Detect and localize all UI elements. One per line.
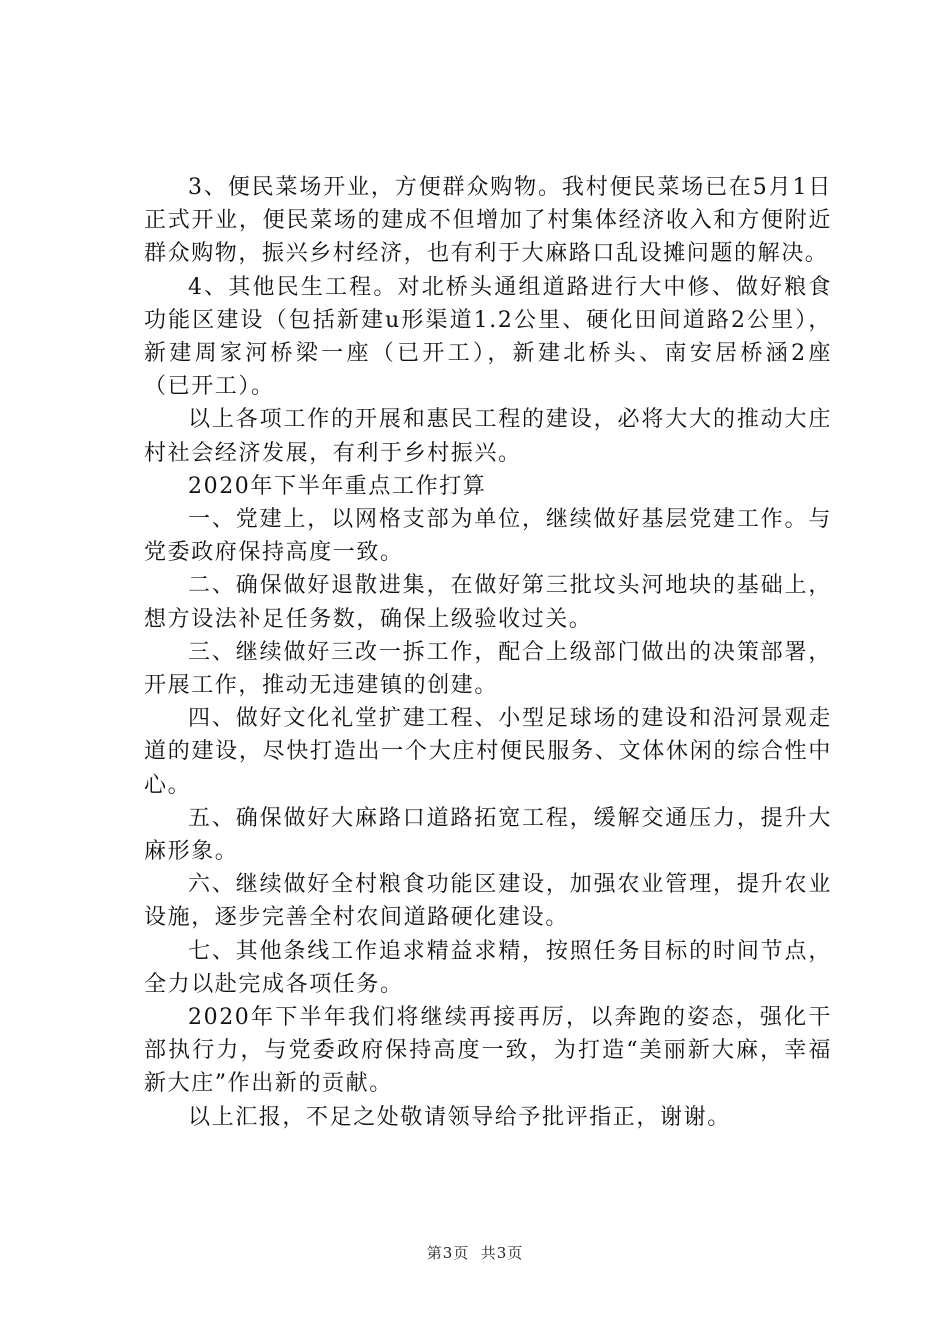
- paragraph-plan-item-5: 五、确保做好大麻路口道路拓宽工程，缓解交通压力，提升大麻形象。: [144, 805, 832, 865]
- paragraph-plan-item-7: 七、其他条线工作追求精益求精，按照任务目标的时间节点，全力以赴完成各项任务。: [144, 938, 832, 997]
- paragraph-market-opening: 3、便民菜场开业，方便群众购物。我村便民菜场已在5月1日正式开业，便民菜场的建成不但增加了村集体经济收入和方便附近群众购物，振兴乡村经济，也有利于大麻路口乱设摊问题的解决。: [144, 175, 832, 267]
- page-number: 第3页 共3页: [426, 1244, 524, 1262]
- paragraph-closing-commitment: 2020年下半年我们将继续再接再厉，以奔跑的姿态，强化干部执行力，与党委政府保持高度一致，为打造“美丽新大麻，幸福新大庄”作出新的贡献。: [144, 1005, 832, 1097]
- document-body: [144, 171, 832, 1134]
- paragraph-plan-item-3: 三、继续做好三改一拆工作，配合上级部门做出的决策部署，开展工作，推动无违建镇的创建。: [144, 639, 832, 699]
- paragraph-closing-remark: 以上汇报，不足之处敬请领导给予批评指正，谢谢。: [188, 1104, 731, 1130]
- paragraph-plan-item-2: 二、确保做好退散进集，在做好第三批坟头河地块的基础上，想方设法补足任务数，确保上级验收过关。: [144, 573, 832, 632]
- paragraph-livelihood-projects: 4、其他民生工程。对北桥头通组道路进行大中修、做好粮食功能区建设（包括新建u形渠道1.2公里、硬化田间道路2公里），新建周家河桥梁一座（已开工），新建北桥头、南安居桥涵2座（已开工）。: [144, 274, 832, 400]
- paragraph-plan-item-6: 六、继续做好全村粮食功能区建设，加强农业管理，提升农业设施，逐步完善全村农间道路硬化建设。: [144, 872, 832, 931]
- section-heading-plan: 2020年下半年重点工作打算: [188, 473, 487, 499]
- paragraph-plan-item-4: 四、做好文化礼堂扩建工程、小型足球场的建设和沿河景观走道的建设，尽快打造出一个大庄村便民服务、文体休闲的综合性中心。: [144, 706, 832, 798]
- page-footer: [0, 1242, 950, 1263]
- paragraph-plan-item-1: 一、党建上，以网格支部为单位，继续做好基层党建工作。与党委政府保持高度一致。: [144, 507, 832, 566]
- paragraph-summary: 以上各项工作的开展和惠民工程的建设，必将大大的推动大庄村社会经济发展，有利于乡村振兴。: [144, 407, 832, 466]
